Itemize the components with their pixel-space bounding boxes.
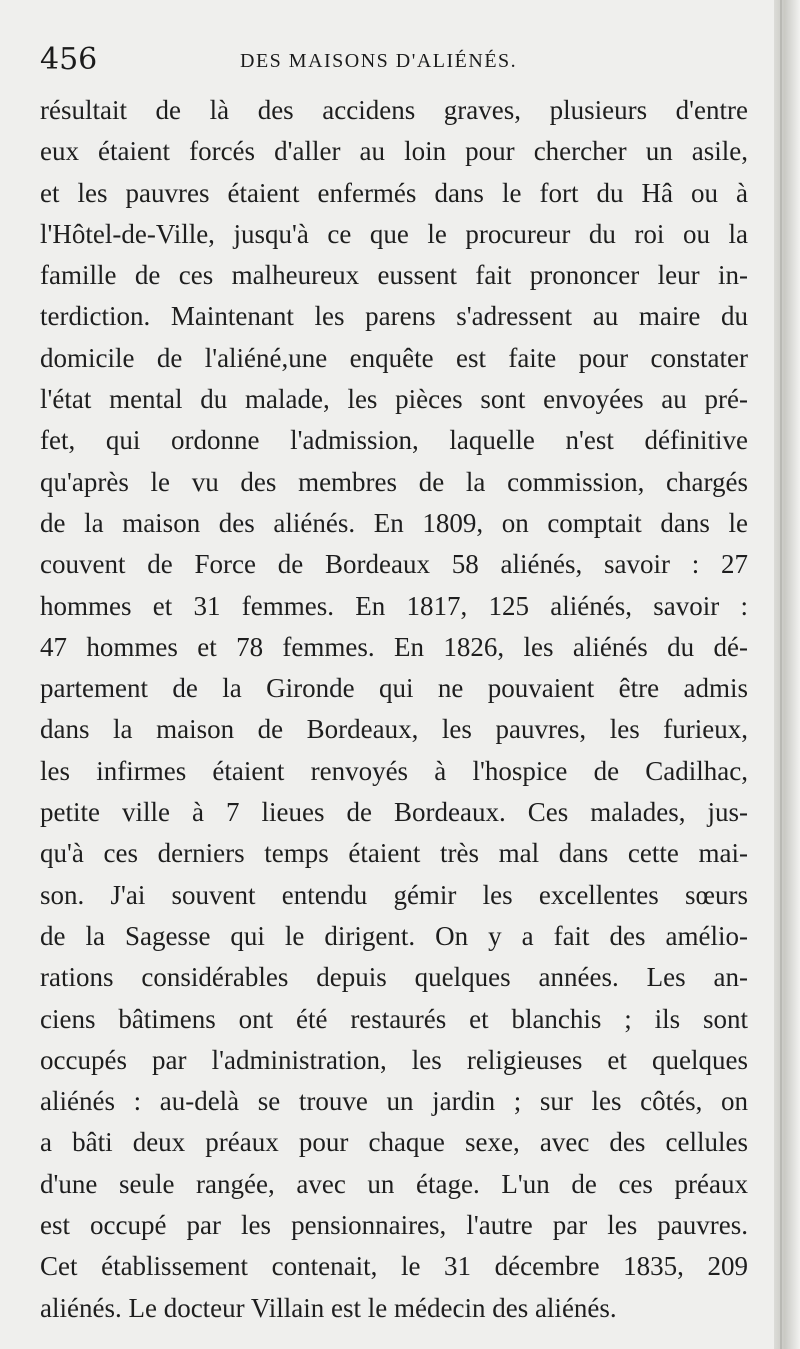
text-line: partement de la Gironde qui ne pouvaient être admis bbox=[40, 673, 748, 704]
text-line: fet, qui ordonne l'admission, laquelle n'est définitive bbox=[40, 425, 748, 456]
text-line: famille de ces malheureux eussent fait prononcer leur in- bbox=[40, 260, 748, 291]
text-line: dans la maison de Bordeaux, les pauvres, les furieux, bbox=[40, 714, 748, 745]
text-line: couvent de Force de Bordeaux 58 aliénés, savoir : 27 bbox=[40, 549, 748, 580]
text-line: domicile de l'aliéné,une enquête est faite pour constater bbox=[40, 342, 748, 373]
text-line: a bâti deux préaux pour chaque sexe, avec des cellules bbox=[40, 1127, 748, 1158]
text-line: terdiction. Maintenant les parens s'adressent au maire du bbox=[40, 301, 748, 332]
text-line: l'état mental du malade, les pièces sont envoyées au pré- bbox=[40, 384, 748, 415]
page-number: 456 bbox=[40, 42, 98, 77]
text-line: 47 hommes et 78 femmes. En 1826, les aliénés du dé- bbox=[40, 631, 748, 662]
text-line: de la maison des aliénés. En 1809, on comptait dans le bbox=[40, 507, 748, 538]
text-line: est occupé par les pensionnaires, l'autre par les pauvres. bbox=[40, 1210, 748, 1241]
text-line: aliénés : au-delà se trouve un jardin ; sur les côtés, on bbox=[40, 1086, 748, 1117]
text-line: occupés par l'administration, les religieuses et quelques bbox=[40, 1044, 748, 1075]
text-line: ciens bâtimens ont été restaurés et blanchis ; ils sont bbox=[40, 1003, 748, 1034]
page-gutter bbox=[774, 0, 800, 1349]
running-head: DES MAISONS D'ALIÉNÉS. bbox=[240, 50, 518, 72]
text-line: qu'après le vu des membres de la commission, chargés bbox=[40, 466, 748, 497]
text-line: hommes et 31 femmes. En 1817, 125 aliénés, savoir : bbox=[40, 590, 748, 621]
text-line: de la Sagesse qui le dirigent. On y a fait des amélio- bbox=[40, 920, 748, 951]
text-line: d'une seule rangée, avec un étage. L'un de ces préaux bbox=[40, 1168, 748, 1199]
text-line: qu'à ces derniers temps étaient très mal dans cette mai- bbox=[40, 838, 748, 869]
text-line: eux étaient forcés d'aller au loin pour chercher un asile, bbox=[40, 136, 748, 167]
body-text bbox=[40, 90, 748, 1329]
text-line: l'Hôtel-de-Ville, jusqu'à ce que le procureur du roi ou la bbox=[40, 218, 748, 249]
text-line: rations considérables depuis quelques années. Les an- bbox=[40, 962, 748, 993]
binding-edge bbox=[780, 0, 782, 1349]
text-line: résultait de là des accidens graves, plusieurs d'entre bbox=[40, 95, 748, 125]
text-line: les infirmes étaient renvoyés à l'hospice de Cadilhac, bbox=[40, 755, 748, 786]
text-line: et les pauvres étaient enfermés dans le fort du Hâ ou à bbox=[40, 177, 748, 208]
text-line: petite ville à 7 lieues de Bordeaux. Ces malades, jus- bbox=[40, 797, 748, 828]
page-header bbox=[40, 40, 760, 84]
text-line: aliénés. Le docteur Villain est le médecin des aliénés. bbox=[40, 1292, 617, 1323]
text-line: son. J'ai souvent entendu gémir les excellentes sœurs bbox=[40, 879, 748, 910]
text-line: Cet établissement contenait, le 31 décembre 1835, 209 bbox=[40, 1251, 748, 1282]
